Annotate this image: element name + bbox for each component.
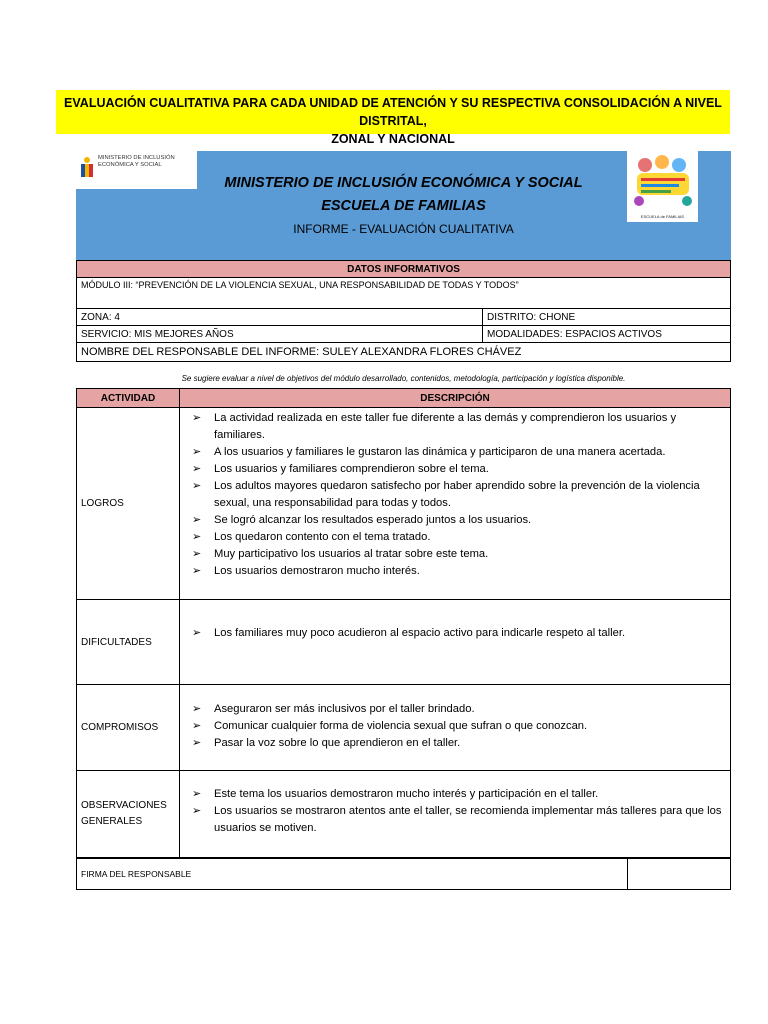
responsable-cell: NOMBRE DEL RESPONSABLE DEL INFORME: SULEY ALEXANDRA FLORES CHÁVEZ: [77, 343, 731, 362]
dificultades-list: [192, 625, 726, 642]
evaluacion-table: [76, 388, 731, 858]
list-item-text: Los quedaron contento con el tema tratado.: [214, 531, 431, 543]
descripcion-header: DESCRIPCIÓN: [180, 389, 731, 408]
list-item: [192, 563, 726, 580]
top-banner: [56, 90, 730, 146]
dificultades-label: DIFICULTADES: [77, 600, 180, 685]
bullet-arrow-icon: ➢: [192, 412, 202, 424]
banner-line-1: EVALUACIÓN CUALITATIVA PARA CADA UNIDAD DE ATENCIÓN Y SU RESPECTIVA CONSOLIDACIÓN A NIVEL DISTRITAL,: [64, 96, 722, 128]
report-subtitle: INFORME - EVALUACIÓN CUALITATIVA: [293, 222, 514, 236]
list-item-text: Los familiares muy poco acudieron al espacio activo para indicarle respeto al taller.: [214, 627, 626, 639]
escuela-familias-logo: [627, 151, 698, 222]
families-illustration-icon: [627, 151, 698, 211]
bullet-arrow-icon: ➢: [192, 788, 202, 800]
bullet-arrow-icon: ➢: [192, 720, 202, 732]
ministry-title: MINISTERIO DE INCLUSIÓN ECONÓMICA Y SOCIAL: [224, 175, 583, 191]
observaciones-label: OBSERVACIONES GENERALES: [77, 771, 180, 858]
list-item-text: Los usuarios y familiares comprendieron sobre el tema.: [214, 463, 489, 475]
bullet-arrow-icon: ➢: [192, 627, 202, 639]
list-item: [192, 512, 726, 529]
observaciones-description: [180, 771, 731, 858]
list-item-text: Comunicar cualquier forma de violencia sexual que sufran o que conozcan.: [214, 720, 588, 732]
bullet-arrow-icon: ➢: [192, 737, 202, 749]
list-item: [192, 701, 726, 718]
list-item-text: La actividad realizada en este taller fue diferente a las demás y comprendieron los usuarios y familiares.: [214, 412, 677, 441]
list-item-text: Muy participativo los usuarios al tratar sobre este tema.: [214, 548, 489, 560]
bullet-arrow-icon: ➢: [192, 514, 202, 526]
actividad-header: ACTIVIDAD: [77, 389, 180, 408]
list-item: [192, 625, 726, 642]
firma-field[interactable]: [628, 859, 731, 890]
list-item: [192, 718, 726, 735]
list-item-text: Este tema los usuarios demostraron mucho interés y participación en el taller.: [214, 788, 599, 800]
distrito-cell: DISTRITO: CHONE: [483, 309, 731, 326]
escuela-logo-caption: ESCUELA de FAMILIAS: [640, 214, 685, 219]
list-item: [192, 735, 726, 752]
modulo-cell: MÓDULO III: “PREVENCIÓN DE LA VIOLENCIA SEXUAL, UNA RESPONSABILIDAD DE TODAS Y TODOS”: [77, 278, 731, 309]
bullet-arrow-icon: ➢: [192, 565, 202, 577]
list-item-text: Aseguraron ser más inclusivos por el taller brindado.: [214, 703, 475, 715]
zona-cell: ZONA: 4: [77, 309, 483, 326]
dificultades-description: [180, 600, 731, 685]
bullet-arrow-icon: ➢: [192, 703, 202, 715]
bullet-arrow-icon: ➢: [192, 480, 202, 492]
datos-informativos-table: [76, 260, 731, 362]
logros-label: LOGROS: [77, 408, 180, 600]
datos-informativos-header: DATOS INFORMATIVOS: [77, 261, 731, 278]
bullet-arrow-icon: ➢: [192, 548, 202, 560]
list-item-text: Los usuarios demostraron mucho interés.: [214, 565, 420, 577]
list-item: [192, 410, 726, 444]
firma-label: FIRMA DEL RESPONSABLE: [77, 859, 628, 890]
compromisos-label: COMPROMISOS: [77, 685, 180, 771]
ministry-logo-text: MINISTERIO DE INCLUSIÓN ECONÓMICA Y SOCIAL: [98, 155, 175, 168]
list-item-text: Los usuarios se mostraron atentos ante el taller, se recomienda implementar más talleres para que los usuarios se motiven.: [214, 805, 722, 834]
header-box: [76, 151, 731, 260]
compromisos-description: [180, 685, 731, 771]
school-title: ESCUELA DE FAMILIAS: [321, 198, 486, 214]
bullet-arrow-icon: ➢: [192, 805, 202, 817]
evaluation-note: Se sugiere evaluar a nivel de objetivos del módulo desarrollado, contenidos, metodología, participación y logística disponible.: [181, 374, 626, 383]
list-item-text: A los usuarios y familiares le gustaron las dinámica y participaron de una manera acertada.: [214, 446, 666, 458]
bullet-arrow-icon: ➢: [192, 531, 202, 543]
list-item: [192, 529, 726, 546]
list-item: [192, 444, 726, 461]
servicio-cell: SERVICIO: MIS MEJORES AÑOS: [77, 326, 483, 343]
firma-table: [76, 858, 731, 890]
observaciones-list: [192, 786, 726, 837]
bullet-arrow-icon: ➢: [192, 446, 202, 458]
list-item-text: Los adultos mayores quedaron satisfecho por haber aprendido sobre la prevención de la violencia sexual, una responsabilidad para todas y todos.: [214, 480, 700, 509]
list-item: [192, 478, 726, 512]
modalidades-cell: MODALIDADES: ESPACIOS ACTIVOS: [483, 326, 731, 343]
compromisos-list: [192, 701, 726, 752]
list-item: [192, 546, 726, 563]
list-item: [192, 803, 726, 837]
logros-description: [180, 408, 731, 600]
list-item: [192, 461, 726, 478]
list-item: [192, 786, 726, 803]
bullet-arrow-icon: ➢: [192, 463, 202, 475]
list-item-text: Pasar la voz sobre lo que aprendieron en el taller.: [214, 737, 461, 749]
list-item-text: Se logró alcanzar los resultados esperado juntos a los usuarios.: [214, 514, 532, 526]
banner-line-2: ZONAL Y NACIONAL: [331, 132, 455, 146]
logros-list: [192, 410, 726, 580]
